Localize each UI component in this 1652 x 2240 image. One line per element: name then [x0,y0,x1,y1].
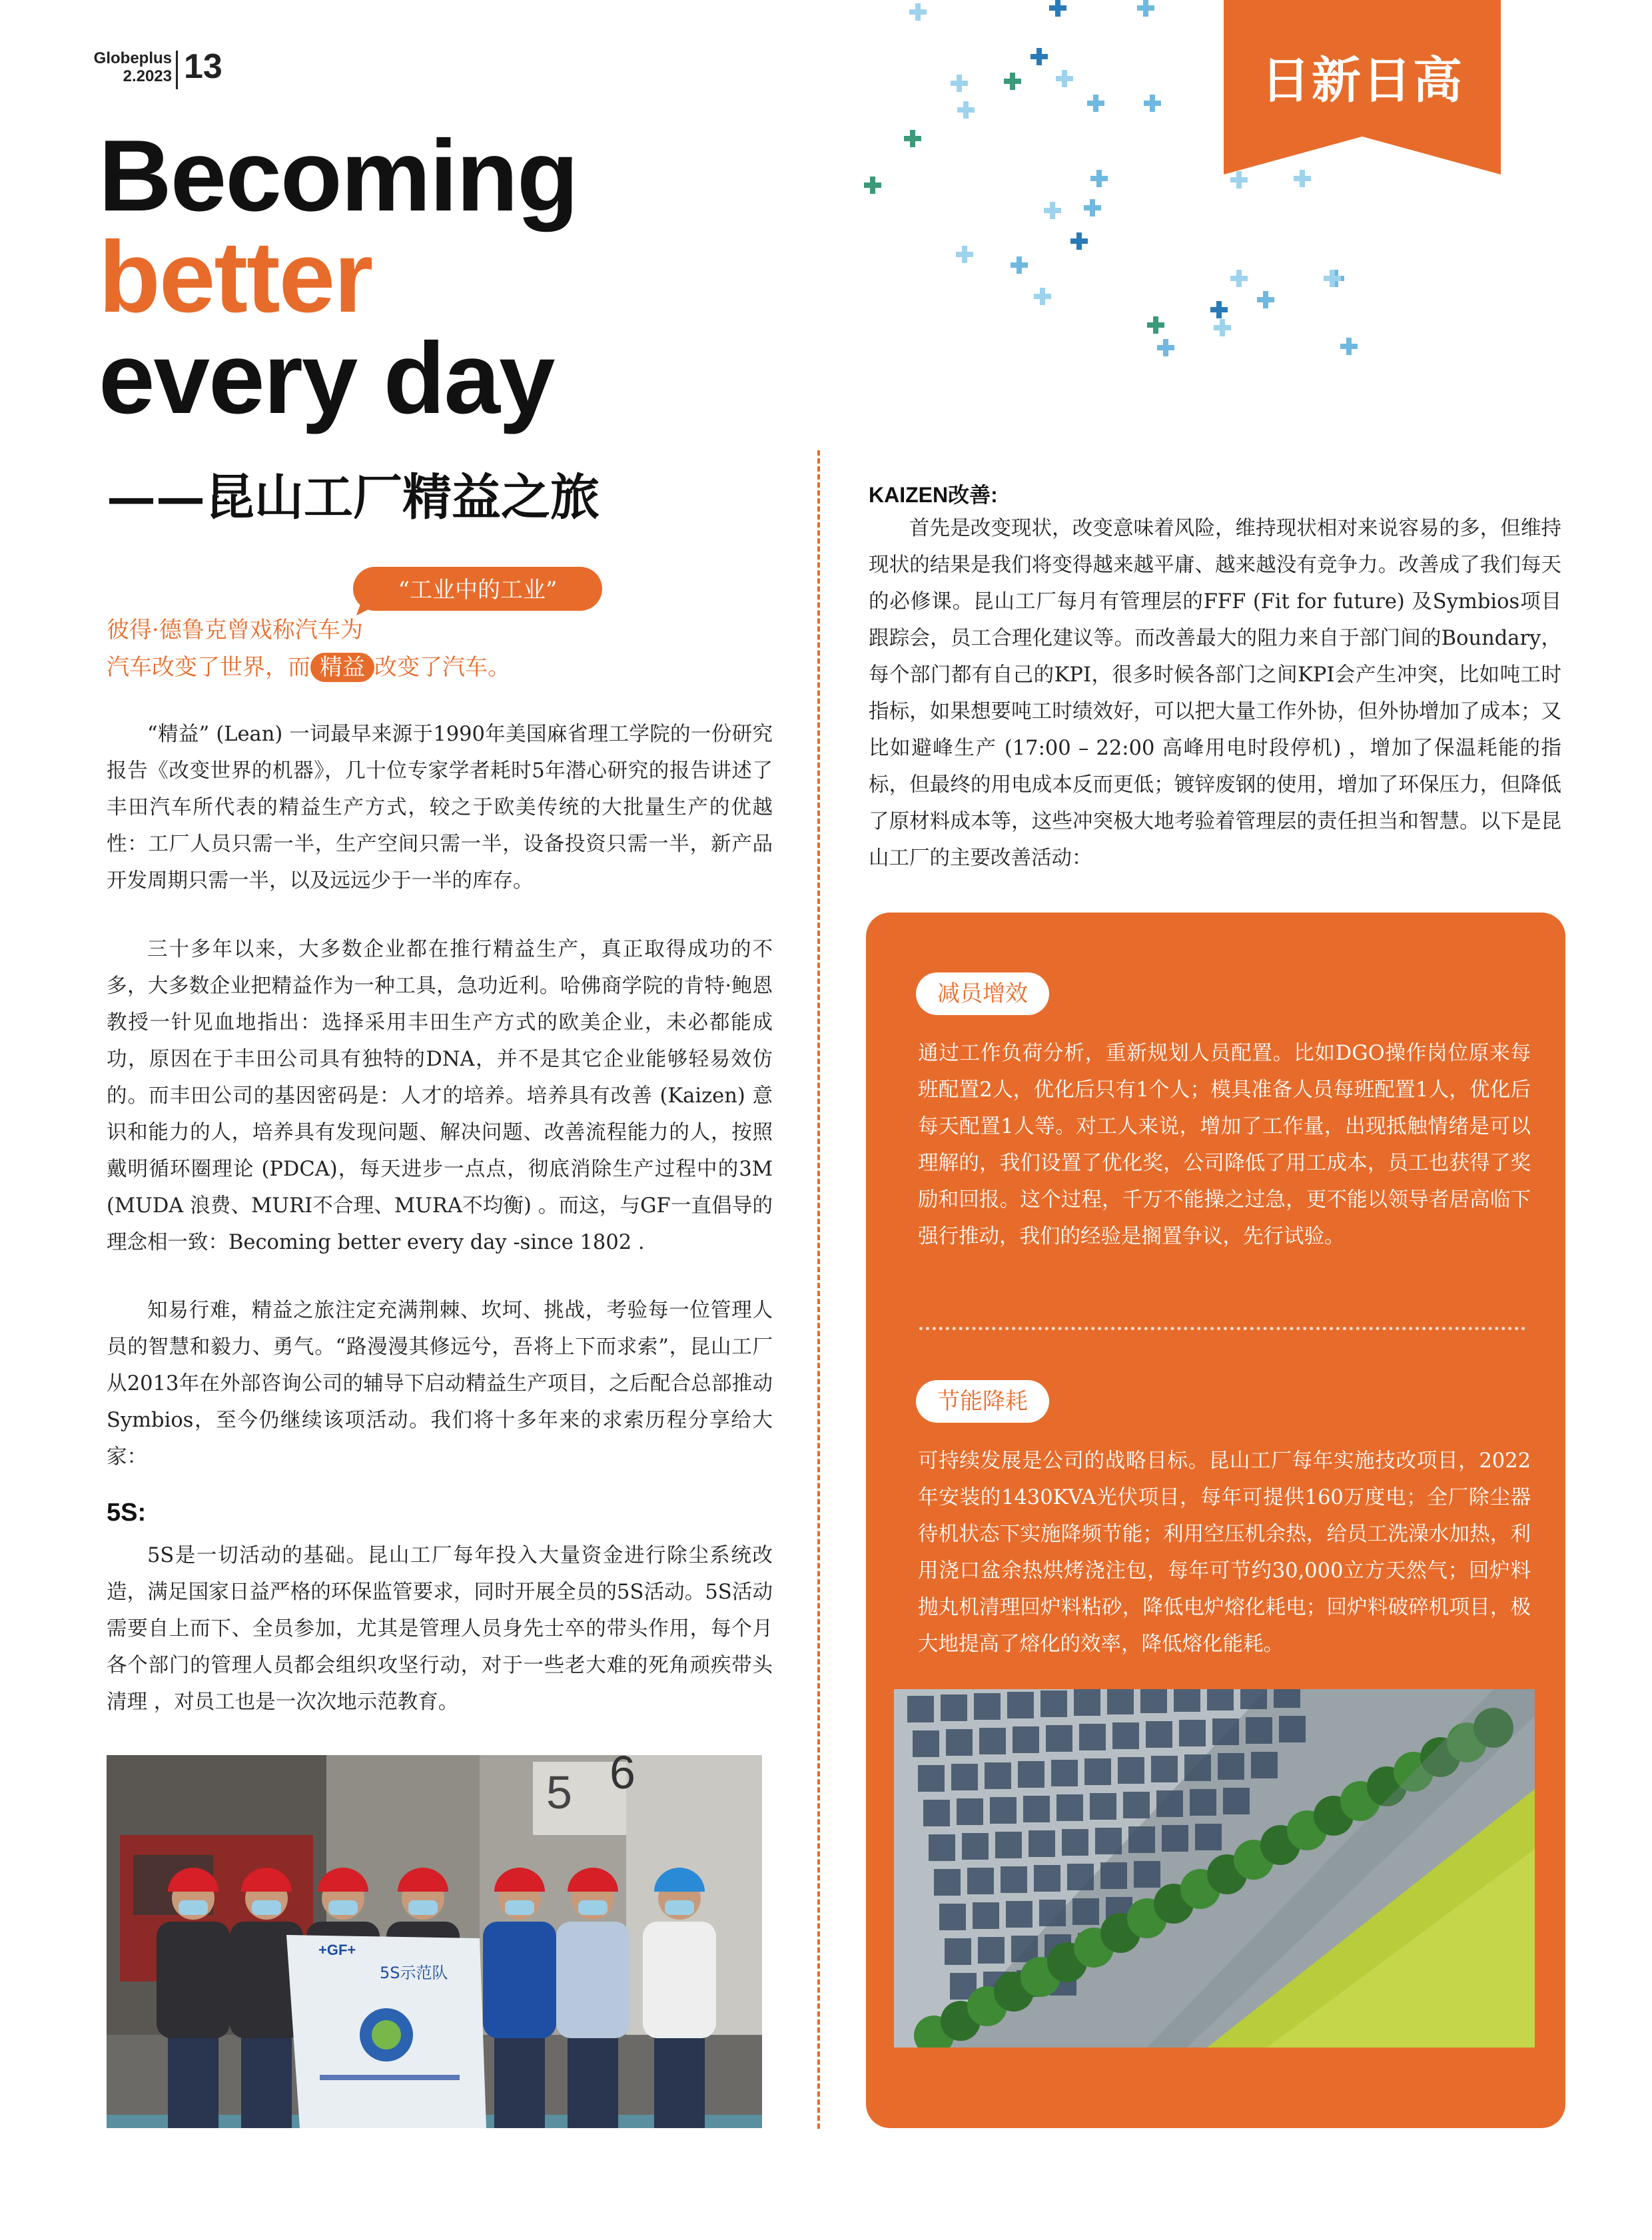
solar-panel [990,1797,1017,1824]
solar-panel [1013,1726,1039,1753]
body-paragraph-1: “精益” (Lean) 一词最早来源于1990年美国麻省理工学院的一份研究报告《改变世界的机器》，几十位专家学者耗时5年潜心研究的报告讲述了丰田汽车所代表的精益生产方式，较之于欧美传统的大批量生产的优越性：工厂人员只需一半，生产空间只需一半，设备投资只需一半，新产品开发周期只需一半，以及远远少于一半的库存。 [107,723,773,893]
tag-energy-saving: 节能降耗 [916,1380,1049,1423]
solar-panel [918,1765,945,1792]
solar-panel [1240,1689,1267,1709]
header-divider [176,51,178,89]
cross-mark [957,101,975,119]
body-paragraph-3: 知易行难，精益之旅注定充满荆棘、坎坷、挑战，考验每一位管理人员的智慧和毅力、勇气。“路漫漫其修远兮，吾将上下而求索”，昆山工厂从2013年在外部咨询公司的辅导下启动精益生产项目，之后配合总部推动Symbios，至今仍继续该项活动。我们将十多年来的求索历程分享给大家： [107,1299,773,1469]
body-paragraph-5s: 5S是一切活动的基础。昆山工厂每年投入大量资金进行除尘系统改造，满足国家日益严格的环保监管要求，同时开展全员的5S活动。5S活动需要自上而下、全员参加，尤其是管理人员身先士卒的带头作用，每个月各个部门的管理人员都会组织攻坚行动，对于一些老大难的死角顽疾带头清理 ，对员工也是一次次地示范教育。 [107,1544,773,1714]
banner-title: 5S示范队 [380,1964,448,1982]
cross-mark [904,130,921,147]
brand-name: Globeplus [93,49,172,67]
tag-staff-efficiency: 减员增效 [916,972,1049,1015]
solar-panel [951,1764,978,1790]
solar-panel [1023,1796,1050,1822]
quote-highlight: 精益 [310,653,374,682]
magazine-brand [79,49,172,85]
page-number: 13 [184,47,222,86]
cross-mark [1214,319,1231,336]
solar-panel [1056,1794,1083,1821]
solar-panel [1134,1861,1160,1888]
solar-panel [1190,1789,1216,1816]
banner-logo: +GF+ [318,1942,356,1958]
solar-panel [957,1798,983,1825]
cross-mark [1031,48,1048,65]
solar-panel [1128,1826,1155,1853]
solar-panel [1040,1690,1067,1717]
cross-mark [956,246,973,263]
door-number-6: 6 [610,1755,635,1798]
cross-mark [1257,291,1274,308]
solar-panel [1279,1716,1306,1742]
cross-mark [864,177,881,194]
cross-mark [1324,270,1341,287]
solar-panel [1140,1689,1167,1713]
cross-mark [1087,95,1104,112]
solar-panel [1151,1756,1178,1782]
solar-panel [1039,1900,1066,1926]
solar-panel [1062,1829,1088,1856]
solar-panel [945,1938,971,1965]
section-heading-5s: 5S: [107,1499,147,1527]
cross-mark [909,3,927,21]
solar-panel [1034,1865,1060,1892]
solar-panel [1223,1788,1250,1814]
solar-panel [1029,1830,1055,1857]
solar-panel [1251,1752,1278,1778]
team-photo-illustration [107,1755,762,2128]
ribbon-label: 日新日高 [1261,52,1463,109]
team-banner [286,1935,486,2128]
solar-panel [1046,1725,1072,1752]
cross-mark [1090,170,1108,187]
cross-mark [1049,0,1066,17]
solar-panel [1123,1792,1150,1818]
cross-mark [1230,270,1248,287]
solar-panel [941,1694,967,1721]
staff-efficiency-text: 通过工作负荷分析，重新规划人员配置。比如DGO操作岗位原来每班配置2人，优化后只有1个人；模具准备人员每班配置1人，优化后每天配置1人等。对工人来说，增加了工作量，出现抵触情绪是可以理解的，我们设置了优化奖，公司降低了用工成本，员工也获得了奖励和回报。这个过程，千万不能操之过急，更不能以领导者居高临下强行推动，我们的经验是搁置争议，先行试验。 [918,1042,1531,1248]
cross-mark [1056,70,1073,87]
door-number-5: 5 [546,1766,572,1818]
solar-panel [946,1729,973,1756]
cross-mark [1034,288,1051,305]
energy-saving-text: 可持续发展是公司的战略目标。昆山工厂每年实施技改项目，2022年安装的1430KVA光伏项目，每年可提供160万度电；全厂除尘器待机状态下实施降频节能；利用空压机余热，给员工洗澡水加热，利用浇口盆余热烘烤浇注包，每年可节约30,000立方天然气；回炉料抛丸机清理回炉料粘砂，降低电炉熔化耗电；回炉料破碎机项目，极大地提高了熔化的效率，降低熔化能耗。 [918,1449,1531,1656]
solar-panel [1246,1717,1272,1744]
solar-panel [1146,1721,1172,1748]
solar-panel [1007,1692,1034,1718]
section-heading-kaizen: KAIZEN改善: [869,483,998,507]
kaizen-paragraph: 首先是改变现状，改变意味着风险，维持现状相对来说容易的多，但维持现状的结果是我们将变得越来越平庸、越来越没有竞争力。改善成了我们每天的必修课。昆山工厂每月有管理层的FFF (Fit for future) 及Symbios项目跟踪会，员工合理化建议等。而改善最大的阻力来自于部门间的Boundary，每个部门都有自己的KPI，很多时候各部门之间KPI会产生冲突，比如吨工时指标，如果想要吨工时绩效好，可以把大量工作外协，但外协增加了成本；又比如避峰生产 (17:00 – 22:00 高峰用电时段停机) ，增加了保温耗能的指标，但最终的用电成本反而更低；镀锌废钢的使用，增加了环保压力，但降低了原材料成本等，这些冲突极大地考验着管理层的责任担当和智慧。以下是昆山工厂的主要改善活动： [869,517,1561,870]
cross-mark [1157,339,1174,356]
solar-panel [1006,1901,1032,1928]
solar-panel [1074,1689,1100,1716]
title-line-1: Becoming [99,119,578,232]
solar-panel [1095,1828,1122,1854]
cross-mark [1137,0,1154,17]
solar-panel [1067,1864,1094,1890]
solar-panel [1072,1898,1099,1925]
article-subtitle: ——昆山工厂精益之旅 [107,469,600,526]
solar-panel [1107,1689,1134,1714]
solar-panel [973,1902,999,1929]
solar-panel [907,1696,934,1722]
cross-mark [1004,73,1021,90]
issue-date: 2.2023 [123,67,172,85]
solar-panel [1079,1724,1106,1750]
pull-quote [107,611,706,686]
solar-panel [1001,1866,1027,1893]
cross-mark [1070,232,1088,250]
cross-mark [1210,301,1228,318]
solar-panel [985,1762,1011,1789]
pull-quote-line-2: 汽车改变了世界，而 精益 改变了汽车。 [107,654,510,681]
solar-panel [1090,1793,1116,1820]
cross-mark [1044,202,1061,219]
solar-panel [995,1832,1022,1858]
solar-panel [1118,1757,1144,1784]
solar-panel [1162,1825,1188,1852]
cross-mark [1340,338,1358,355]
solar-panel [923,1800,950,1826]
solar-panel [1207,1689,1234,1710]
solar-panel [1174,1689,1200,1712]
solar-panel [934,1869,961,1896]
solar-panel [1051,1760,1078,1786]
solar-panel [979,1728,1006,1754]
title-line-2: better [99,220,372,334]
title-line-3: every day [99,322,554,435]
solar-panel [1218,1753,1244,1780]
cross-mark [1084,199,1101,216]
article-title [99,119,578,435]
solar-panel [1084,1758,1111,1785]
pull-quote-line-1: 彼得·德鲁克曾戏称汽车为 [107,617,363,643]
solar-panel [1156,1790,1183,1817]
solar-panel [1195,1824,1222,1850]
cross-mark [1144,95,1161,112]
cross-mark [1147,316,1164,334]
solar-panel [913,1730,939,1757]
team-photo [107,1755,762,2128]
solar-panel [1184,1754,1211,1781]
solar-panel [1179,1720,1206,1746]
solar-panel [974,1693,1001,1720]
solar-panel [1212,1718,1239,1745]
solar-panel [978,1937,1005,1964]
solar-panel [1112,1722,1139,1749]
quote-bubble-text: “工业中的工业” [398,577,558,603]
aerial-solar-illustration [894,1689,1535,2048]
solar-panel [1018,1761,1044,1788]
column-divider [817,450,820,2129]
solar-panel [1274,1689,1300,1708]
cross-mark [1011,256,1028,274]
cross-mark [951,75,968,92]
solar-panel [1100,1862,1127,1889]
box-separator [919,1327,1525,1330]
solar-panel [929,1834,955,1861]
solar-panel [962,1833,989,1860]
body-paragraph-2: 三十多年以来，大多数企业都在推行精益生产，真正取得成功的不多，大多数企业把精益作为一种工具，急功近利。哈佛商学院的肯特·鲍恩教授一针见血地指出：选择采用丰田生产方式的欧美企业，未必都能成功，原因在于丰田公司具有独特的DNA，并不是其它企业能够轻易效仿的。而丰田公司的基因密码是：人才的培养。培养具有改善 (Kaizen) 意识和能力的人，培养具有发现问题、解决问题、改善流程能力的人，按照戴明循环圈理论 (PDCA)，每天进步一点点，彻底消除生产过程中的3M (MUDA 浪费、MURI不合理、MURA不均衡) 。而这，与GF一直倡导的理念相一致：Becoming better every day -since 1802 . [107,938,773,1254]
aerial-solar-photo [894,1689,1535,2048]
solar-panel [967,1868,994,1894]
solar-panel [939,1904,966,1930]
